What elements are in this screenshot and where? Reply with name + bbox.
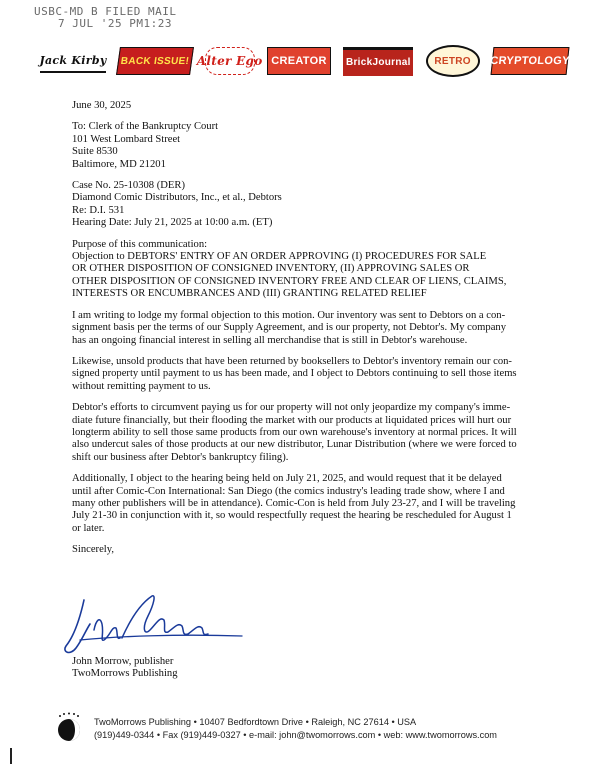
signer-company: TwoMorrows Publishing [72, 668, 178, 680]
paragraph-4 [72, 473, 532, 535]
paragraph-line: Likewise, unsold products that have been returned by booksellers to Debtor's inventory remain our con- [72, 355, 512, 367]
address-line: Suite 8530 [72, 146, 118, 158]
signer-block [72, 656, 178, 681]
paragraph-2 [72, 356, 532, 393]
paragraph-line: without remitting payment to us. [72, 380, 211, 392]
handwritten-signature [60, 590, 250, 660]
paragraph-line: I am writing to lodge my formal objection to this motion. Our inventory was sent to Debtors on a con- [72, 309, 506, 321]
jack-kirby-collector-logo: Jack Kirby [40, 49, 106, 73]
purpose-line: INTERESTS OR ENCUMBRANCES AND (III) GRANTING RELATED RELIEF [72, 288, 427, 300]
letter-body [72, 100, 532, 566]
paragraph-line: shift our business after Debtor's bankruptcy filing). [72, 451, 289, 463]
comic-book-creator-logo: CREATOR [267, 47, 331, 75]
purpose-line: Objection to DEBTORS' ENTRY OF AN ORDER APPROVING (I) PROCEDURES FOR SALE [72, 251, 487, 263]
paragraph-line: also undercut sales of those products at our new distributor, Lunar Distribution (where we were forced to [72, 439, 517, 451]
purpose-line: Purpose of this communication: [72, 238, 208, 250]
footer-phone-email-web: (919)449-0344 • Fax (919)449-0327 • e-mail: john@twomorrows.com • web: www.twomorrows.com [94, 730, 497, 740]
signer-name: John Morrow, publisher [72, 656, 174, 667]
paragraph-line: signed property until payment to us has been made, and I object to Debtors continuing to sell those items [72, 368, 517, 380]
scan-margin-mark [10, 748, 12, 764]
paragraph-line: many other publishers will be in attendance). Comic-Con is held from July 23-27, and I will be traveling [72, 497, 516, 509]
paragraph-3 [72, 402, 532, 464]
paragraph-line: until after Comic-Con International: San Diego (the comics industry's leading trade show, where I and [72, 485, 505, 497]
paragraph-line: July 21-30 in conjunction with it, so would respectfully request the hearing be rescheduled for August 1 [72, 510, 512, 522]
case-line: Re: D.I. 531 [72, 204, 125, 216]
paragraph-line: signment basis per the terms of our Supply Agreement, and is our property, not Debtor's. My company [72, 322, 507, 334]
recipient-address [72, 121, 532, 171]
paragraph-line: or later. [72, 522, 105, 534]
footer-address: TwoMorrows Publishing • 10407 Bedfordtown Drive • Raleigh, NC 27614 • USA [94, 717, 417, 727]
brickjournal-logo: BrickJournal [343, 47, 413, 76]
purpose-block [72, 239, 532, 301]
retrofan-logo: RETRO [426, 45, 480, 77]
letterhead-footer [56, 712, 556, 748]
address-line: To: Clerk of the Bankruptcy Court [72, 121, 219, 133]
twomorrows-moon-icon [56, 712, 82, 746]
footer-contact [94, 716, 497, 742]
case-line: Hearing Date: July 21, 2025 at 10:00 a.m. (ET) [72, 217, 273, 229]
closing: Sincerely, [72, 544, 114, 556]
address-line: 101 West Lombard Street [72, 133, 181, 145]
back-issue-logo: BACK ISSUE! [116, 47, 194, 75]
paragraph-line: has an ongoing financial interest in selling all merchandise that is still in Debtor's warehouse. [72, 334, 468, 346]
case-line: Case No. 25-10308 (DER) [72, 180, 185, 192]
received-stamp [34, 6, 176, 30]
paragraph-line: Debtor's efforts to circumvent paying us for our property will not only jeopardize my company's imme- [72, 402, 511, 414]
paragraph-line: diate future financially, but their flooding the market with our products at liquidated prices will hurt our [72, 414, 512, 426]
purpose-line: OTHER DISPOSITION OF CONSIGNED INVENTORY FREE AND CLEAR OF LIENS, CLAIMS, [72, 275, 507, 287]
cryptology-logo: CRYPTOLOGY [490, 47, 569, 75]
paragraph-line: longterm ability to sell those same products from our own warehouse's inventory at normal prices. It will [72, 426, 517, 438]
paragraph-line: Additionally, I object to the hearing being held on July 21, 2025, and would request that it be delayed [72, 473, 502, 485]
stamp-line-1: USBC-MD B FILED MAIL [34, 5, 177, 18]
stamp-line-2: 7 JUL '25 PM1:23 [58, 17, 172, 30]
alter-ego-logo: Alter Ego [205, 47, 255, 75]
publication-logos [39, 44, 571, 78]
purpose-line: OR OTHER DISPOSITION OF CONSIGNED INVENTORY, (II) APPROVING SALES OR [72, 263, 470, 275]
case-line: Diamond Comic Distributors, Inc., et al., Debtors [72, 192, 282, 204]
case-info [72, 180, 532, 230]
paragraph-1 [72, 310, 532, 347]
letter-date: June 30, 2025 [72, 100, 132, 111]
address-line: Baltimore, MD 21201 [72, 158, 166, 170]
